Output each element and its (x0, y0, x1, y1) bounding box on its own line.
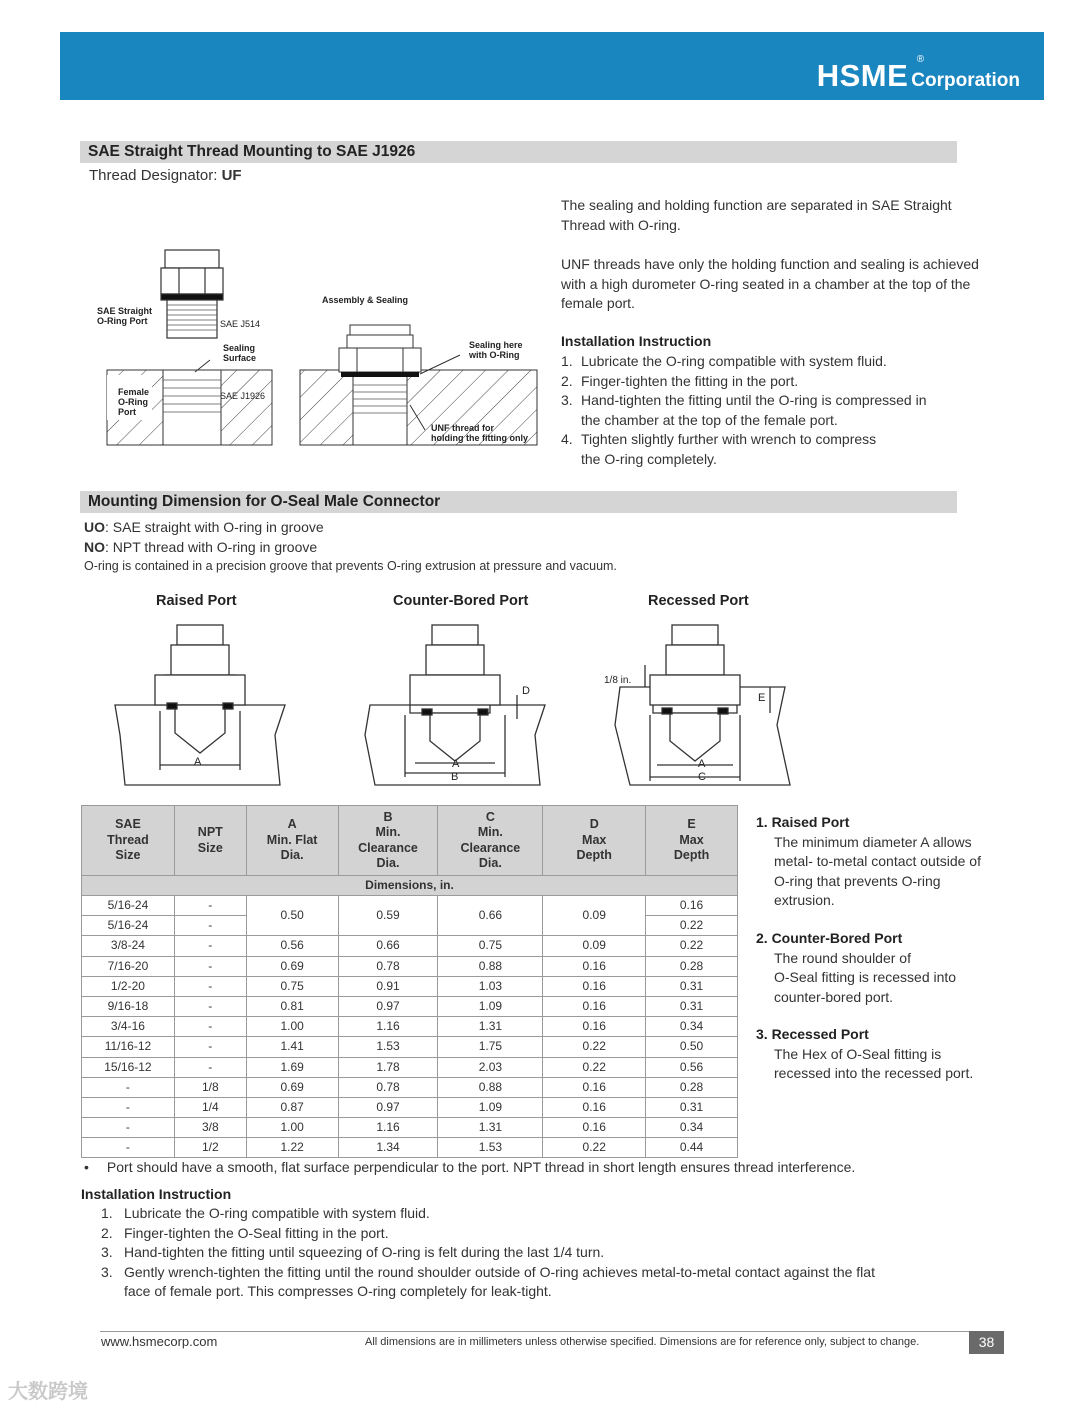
table-cell: - (174, 1017, 246, 1037)
table-cell: 0.09 (543, 936, 646, 956)
dim-c-recessed: C (698, 771, 706, 783)
table-cell: 0.97 (338, 1097, 438, 1117)
col-header-c: C Min. Clearance Dia. (438, 806, 543, 876)
table-cell: 9/16-18 (82, 996, 175, 1016)
step-item: 1. Lubricate the O-ring compatible with system fluid. (561, 353, 887, 369)
registered-mark: ® (916, 54, 925, 65)
table-row (82, 956, 738, 976)
table-row (82, 1017, 738, 1037)
dim-b-counter: B (451, 771, 459, 783)
table-cell: 1.53 (438, 1138, 543, 1158)
table-cell: - (174, 996, 246, 1016)
table-cell: 0.78 (338, 1077, 438, 1097)
table-cell: 0.66 (338, 936, 438, 956)
table-cell: 3/8 (174, 1118, 246, 1138)
step-item: 4. Tighten slightly further with wrench to compress the O-ring completely. (561, 431, 877, 467)
table-cell: 1.22 (246, 1138, 338, 1158)
dim-d-counter: D (522, 685, 530, 697)
table-cell: 0.22 (543, 1138, 646, 1158)
table-cell: 0.31 (646, 976, 738, 996)
brand-logo (816, 54, 1020, 94)
thread-designator: Thread Designator: UF (89, 167, 242, 184)
table-cell: - (82, 1118, 175, 1138)
table-cell: 3/8-24 (82, 936, 175, 956)
table-row (82, 1118, 738, 1138)
watermark (8, 1375, 88, 1404)
unf-description: UNF threads have only the holding function and sealing is achieved with a high durometer O-ring seated in a chamber at the top of the female port. (561, 256, 979, 311)
table-cell: 0.16 (543, 1017, 646, 1037)
label-sealing-here: Sealing here with O-Ring (469, 340, 523, 360)
section-title-mounting-dimension: Mounting Dimension for O-Seal Male Connector (80, 491, 957, 513)
port-title-recessed: Recessed Port (648, 593, 749, 609)
step-item: 3. Hand-tighten the fitting until the O-ring is compressed in the chamber at the top of the female port. (561, 392, 927, 428)
table-cell: 0.56 (646, 1057, 738, 1077)
table-cell: 1.00 (246, 1017, 338, 1037)
table-cell: 1.00 (246, 1118, 338, 1138)
table-cell: 0.69 (246, 1077, 338, 1097)
table-row (82, 1077, 738, 1097)
table-cell: 0.16 (543, 1097, 646, 1117)
table-cell: 1.31 (438, 1017, 543, 1037)
table-cell: - (174, 976, 246, 996)
table-cell: 1/2 (174, 1138, 246, 1158)
table-cell: 0.31 (646, 1097, 738, 1117)
step-item: 1. Lubricate the O-ring compatible with system fluid. (101, 1205, 430, 1221)
table-row: 5/16-24 - 0.22 (82, 916, 738, 936)
table-cell: 1/2-20 (82, 976, 175, 996)
table-cell: 1.34 (338, 1138, 438, 1158)
label-sae-straight: SAE Straight O-Ring Port (97, 306, 153, 326)
table-cell: 0.78 (338, 956, 438, 976)
table-cell: 1.31 (438, 1118, 543, 1138)
table-row (82, 976, 738, 996)
table-cell: 3/4-16 (82, 1017, 175, 1037)
step-item: 3. Gently wrench-tighten the fitting until the round shoulder outside of O-ring achieves metal-to-metal contact against the flat face of female port. This compresses O-ring completely for leak-tight. (101, 1263, 875, 1299)
table-cell: 0.28 (646, 1077, 738, 1097)
label-assembly-sealing: Assembly & Sealing (322, 295, 409, 305)
table-row: 5/16-24 - 0.50 0.59 0.66 0.09 0.16 (82, 896, 738, 916)
table-cell: 0.69 (246, 956, 338, 976)
section-title-sae-straight: SAE Straight Thread Mounting to SAE J1926 (80, 141, 957, 163)
units-row: Dimensions, in. (82, 876, 738, 896)
label-sae-j514: SAE J514 (220, 319, 261, 329)
table-cell: 0.22 (646, 936, 738, 956)
table-cell: 1.53 (338, 1037, 438, 1057)
header-band (60, 32, 1044, 100)
dim-e-recessed: E (758, 692, 766, 704)
label-sae-j1926: SAE J1926 (220, 391, 266, 401)
table-cell: - (174, 1057, 246, 1077)
install-steps-1 (561, 352, 1001, 469)
footer-divider (100, 1331, 969, 1332)
brand-suffix: Corporation (911, 70, 1020, 91)
dim-a-counter: A (452, 758, 460, 770)
table-cell: 0.75 (438, 936, 543, 956)
table-cell: - (82, 1138, 175, 1158)
table-cell: 0.22 (543, 1037, 646, 1057)
table-cell: 0.34 (646, 1118, 738, 1138)
table-cell: 0.16 (543, 956, 646, 976)
dim-a-raised: A (194, 756, 202, 768)
table-cell: - (174, 1037, 246, 1057)
table-cell: 0.87 (246, 1097, 338, 1117)
table-cell: 1.78 (338, 1057, 438, 1077)
fitting-unassembled (161, 250, 223, 338)
table-cell: 0.44 (646, 1138, 738, 1158)
table-cell: - (82, 1097, 175, 1117)
bullet-note: • Port should have a smooth, flat surface perpendicular to the port. NPT thread in short length ensures thread interference. (84, 1159, 856, 1175)
col-header-b: B Min. Clearance Dia. (338, 806, 438, 876)
col-header-sae: SAE Thread Size (82, 806, 175, 876)
table-cell: 1/8 (174, 1077, 246, 1097)
table-row (82, 1097, 738, 1117)
table-cell: - (174, 956, 246, 976)
table-cell: 0.88 (438, 956, 543, 976)
footer-disclaimer: All dimensions are in millimeters unless otherwise specified. Dimensions are for reference only, subject to change. (365, 1336, 920, 1348)
table-row (82, 1138, 738, 1158)
table-cell: - (174, 936, 246, 956)
table-cell: 1.09 (438, 996, 543, 1016)
step-item: 2. Finger-tighten the O-Seal fitting in the port. (101, 1224, 389, 1241)
table-cell: 1.75 (438, 1037, 543, 1057)
col-header-e: E Max Depth (646, 806, 738, 876)
table-row (82, 936, 738, 956)
table-row (82, 1037, 738, 1057)
sealing-description: The sealing and holding function are separated in SAE Straight Thread with O-ring. (561, 197, 952, 233)
oring-groove-note: O-ring is contained in a precision groove that prevents O-ring extrusion at pressure and vacuum. (84, 559, 617, 573)
table-cell: 1.09 (438, 1097, 543, 1117)
install-steps-2 (101, 1204, 941, 1302)
table-cell: 0.91 (338, 976, 438, 996)
port-note-recessed: 3. Recessed Port The Hex of O-Seal fitting is recessed into the recessed port. (756, 1026, 974, 1081)
table-cell: 0.97 (338, 996, 438, 1016)
table-cell: 0.16 (543, 1077, 646, 1097)
col-header-npt: NPT Size (174, 806, 246, 876)
dimension-table (81, 805, 738, 1158)
table-cell: 0.50 (646, 1037, 738, 1057)
table-cell: 1.16 (338, 1017, 438, 1037)
table-cell: 11/16-12 (82, 1037, 175, 1057)
table-row (82, 996, 738, 1016)
table-cell: 0.81 (246, 996, 338, 1016)
install-title-2: Installation Instruction (81, 1186, 232, 1202)
table-cell: 1.69 (246, 1057, 338, 1077)
table-cell: 2.03 (438, 1057, 543, 1077)
brand-name: HSME (816, 58, 909, 93)
port-title-raised: Raised Port (156, 593, 237, 609)
label-female-oring-port: Female O-Ring Port (118, 387, 150, 417)
dim-eighth-inch: 1/8 in. (604, 675, 632, 686)
table-cell: 1.16 (338, 1118, 438, 1138)
table-cell: 0.28 (646, 956, 738, 976)
table-cell: 7/16-20 (82, 956, 175, 976)
step-item: 3. Hand-tighten the fitting until squeezing of O-ring is felt during the last 1/4 turn. (101, 1244, 605, 1260)
table-cell: 0.31 (646, 996, 738, 1016)
table-cell: 0.16 (543, 1118, 646, 1138)
page-number: 38 (969, 1331, 1004, 1354)
label-sealing-surface: Sealing Surface (223, 343, 257, 363)
table-cell: 0.34 (646, 1017, 738, 1037)
table-cell: 0.22 (543, 1057, 646, 1077)
footer-url[interactable]: www.hsmecorp.com (101, 1334, 218, 1349)
table-cell: 15/16-12 (82, 1057, 175, 1077)
dim-a-recessed: A (698, 758, 706, 770)
step-item: 2. Finger-tighten the fitting in the port. (561, 372, 799, 389)
watermark-text: 大数跨境 (8, 1381, 88, 1403)
table-cell: 1.03 (438, 976, 543, 996)
no-definition: NO: NPT thread with O-ring in groove (84, 539, 318, 555)
col-header-d: D Max Depth (543, 806, 646, 876)
port-title-counter-bored: Counter-Bored Port (393, 593, 529, 609)
col-header-a: A Min. Flat Dia. (246, 806, 338, 876)
table-row (82, 1057, 738, 1077)
table-cell: 0.16 (543, 976, 646, 996)
install-title-1: Installation Instruction (561, 333, 712, 349)
table-cell: 0.16 (543, 996, 646, 1016)
table-cell: - (82, 1077, 175, 1097)
uo-definition: UO: SAE straight with O-ring in groove (84, 519, 324, 535)
table-cell: 1.41 (246, 1037, 338, 1057)
table-cell: 0.88 (438, 1077, 543, 1097)
port-note-counter-bored: 2. Counter-Bored Port The round shoulder of O-Seal fitting is recessed into counter-bored port. (756, 930, 957, 1005)
port-note-raised: 1. Raised Port The minimum diameter A allows metal- to-metal contact outside of O-ring that prevents O-ring extrusion. (756, 814, 981, 908)
table-cell: 0.75 (246, 976, 338, 996)
table-cell: 0.56 (246, 936, 338, 956)
table-cell: 1/4 (174, 1097, 246, 1117)
label-unf-thread: UNF thread for holding the fitting only (431, 423, 528, 443)
